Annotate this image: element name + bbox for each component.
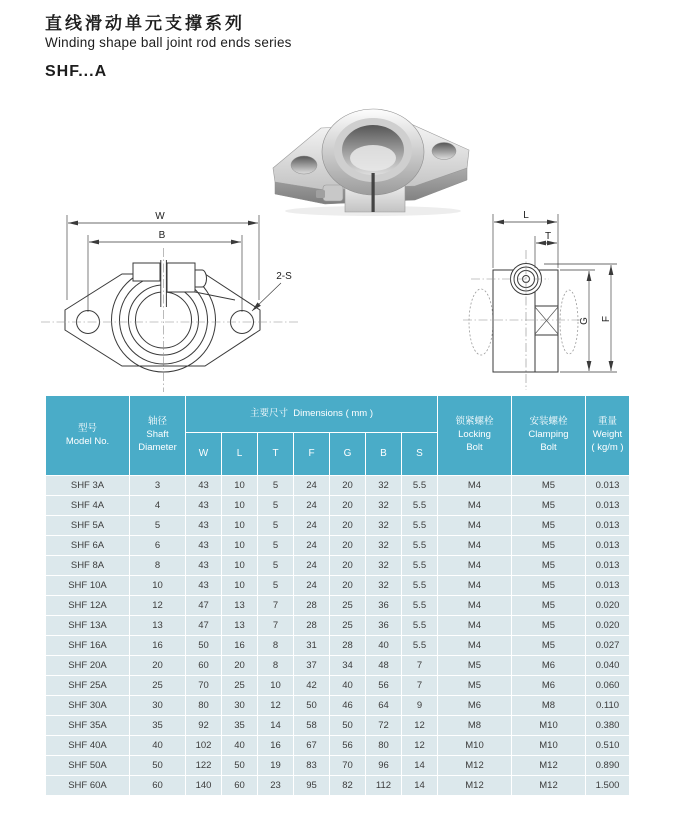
cell-l: 13: [222, 616, 257, 635]
col-header-dimensions-group: [186, 396, 437, 432]
cell-b: 32: [366, 536, 401, 555]
cell-model-no: SHF 50A: [46, 756, 129, 775]
cell-model-no: SHF 35A: [46, 716, 129, 735]
shaft-label-en2: Diameter: [138, 441, 177, 453]
clamp-screw-head: [195, 270, 207, 287]
cell-weight: 0.020: [586, 616, 629, 635]
cell-locking-bolt: M4: [438, 536, 511, 555]
table-row: [46, 556, 629, 575]
cell-weight: 0.040: [586, 656, 629, 675]
cell-f: 24: [294, 556, 329, 575]
cell-clamping-bolt: M5: [512, 476, 585, 495]
cell-locking-bolt: M4: [438, 476, 511, 495]
cell-s: 5.5: [402, 576, 437, 595]
cell-locking-bolt: M4: [438, 556, 511, 575]
cell-w: 50: [186, 636, 221, 655]
dims-label-en: Dimensions ( mm ): [293, 407, 373, 419]
cell-model-no: SHF 13A: [46, 616, 129, 635]
table-row: [46, 596, 629, 615]
title-english: Winding shape ball joint rod ends series: [45, 35, 292, 51]
cell-t: 5: [258, 576, 293, 595]
cell-w: 70: [186, 676, 221, 695]
cell-t: 23: [258, 776, 293, 795]
cell-clamping-bolt: M6: [512, 656, 585, 675]
cell-g: 20: [330, 516, 365, 535]
cell-weight: 0.013: [586, 556, 629, 575]
cell-locking-bolt: M6: [438, 696, 511, 715]
cell-t: 7: [258, 616, 293, 635]
cell-w: 43: [186, 516, 221, 535]
cell-t: 5: [258, 496, 293, 515]
table-row: [46, 656, 629, 675]
dim-label-b: B: [158, 230, 166, 241]
cell-b: 64: [366, 696, 401, 715]
hole-leader-line: [252, 283, 281, 311]
front-view-svg: [38, 200, 303, 395]
cell-s: 12: [402, 736, 437, 755]
cell-weight: 0.013: [586, 516, 629, 535]
cell-s: 12: [402, 716, 437, 735]
cell-shaft-diameter: 50: [130, 756, 185, 775]
cell-s: 14: [402, 776, 437, 795]
cell-b: 96: [366, 756, 401, 775]
cell-shaft-diameter: 40: [130, 736, 185, 755]
shaft-label-zh: 轴径: [147, 416, 167, 428]
cell-locking-bolt: M5: [438, 676, 511, 695]
cell-clamping-bolt: M5: [512, 576, 585, 595]
cell-t: 19: [258, 756, 293, 775]
cell-clamping-bolt: M10: [512, 736, 585, 755]
cell-b: 40: [366, 636, 401, 655]
cell-s: 5.5: [402, 536, 437, 555]
cell-locking-bolt: M4: [438, 596, 511, 615]
cell-s: 7: [402, 656, 437, 675]
cell-clamping-bolt: M5: [512, 636, 585, 655]
table-row: [46, 636, 629, 655]
cell-weight: 0.510: [586, 736, 629, 755]
cell-model-no: SHF 10A: [46, 576, 129, 595]
cell-shaft-diameter: 12: [130, 596, 185, 615]
cell-clamping-bolt: M10: [512, 716, 585, 735]
cell-l: 10: [222, 556, 257, 575]
spec-table-body: [46, 476, 629, 795]
cell-shaft-diameter: 5: [130, 516, 185, 535]
cell-t: 8: [258, 656, 293, 675]
cell-f: 24: [294, 536, 329, 555]
cell-locking-bolt: M4: [438, 496, 511, 515]
col-header-w: W: [186, 433, 221, 475]
cell-f: 67: [294, 736, 329, 755]
cell-f: 58: [294, 716, 329, 735]
cell-g: 20: [330, 556, 365, 575]
col-header-t: T: [258, 433, 293, 475]
mount-hole-left: [291, 156, 317, 174]
cell-model-no: SHF 16A: [46, 636, 129, 655]
table-row: [46, 756, 629, 775]
cell-f: 37: [294, 656, 329, 675]
cell-locking-bolt: M4: [438, 516, 511, 535]
cell-l: 50: [222, 756, 257, 775]
cell-b: 80: [366, 736, 401, 755]
cell-weight: 0.060: [586, 676, 629, 695]
cell-f: 24: [294, 476, 329, 495]
cell-clamping-bolt: M8: [512, 696, 585, 715]
side-view-svg: [455, 198, 655, 398]
cell-clamping-bolt: M5: [512, 556, 585, 575]
col-header-b: B: [366, 433, 401, 475]
cell-l: 10: [222, 536, 257, 555]
cell-b: 36: [366, 596, 401, 615]
cell-l: 13: [222, 596, 257, 615]
cell-g: 40: [330, 676, 365, 695]
cell-w: 80: [186, 696, 221, 715]
cell-shaft-diameter: 60: [130, 776, 185, 795]
table-row: [46, 536, 629, 555]
cell-g: 56: [330, 736, 365, 755]
cell-s: 5.5: [402, 496, 437, 515]
cell-model-no: SHF 5A: [46, 516, 129, 535]
cell-w: 47: [186, 596, 221, 615]
cell-l: 35: [222, 716, 257, 735]
cell-g: 70: [330, 756, 365, 775]
cell-s: 14: [402, 756, 437, 775]
cell-w: 92: [186, 716, 221, 735]
screw-boss: [323, 185, 343, 201]
cell-b: 32: [366, 576, 401, 595]
hidden-flange-right: [560, 290, 578, 354]
table-row: [46, 696, 629, 715]
col-header-s: S: [402, 433, 437, 475]
side-view-drawing: [455, 198, 655, 403]
cell-model-no: SHF 25A: [46, 676, 129, 695]
cell-clamping-bolt: M5: [512, 596, 585, 615]
cell-t: 10: [258, 676, 293, 695]
cell-g: 50: [330, 716, 365, 735]
cell-locking-bolt: M12: [438, 776, 511, 795]
cell-shaft-diameter: 4: [130, 496, 185, 515]
cell-l: 60: [222, 776, 257, 795]
shaft-label-en1: Shaft: [146, 429, 169, 441]
cell-shaft-diameter: 10: [130, 576, 185, 595]
cell-b: 32: [366, 556, 401, 575]
cell-b: 32: [366, 516, 401, 535]
cell-model-no: SHF 60A: [46, 776, 129, 795]
cell-w: 43: [186, 496, 221, 515]
cell-g: 20: [330, 576, 365, 595]
cell-f: 24: [294, 496, 329, 515]
locking-label-zh: 锁紧螺栓: [455, 416, 494, 428]
cell-weight: 0.020: [586, 596, 629, 615]
cell-s: 5.5: [402, 636, 437, 655]
cell-weight: 0.013: [586, 576, 629, 595]
cell-model-no: SHF 3A: [46, 476, 129, 495]
cell-weight: 0.890: [586, 756, 629, 775]
cell-t: 5: [258, 556, 293, 575]
cell-s: 5.5: [402, 616, 437, 635]
cell-l: 30: [222, 696, 257, 715]
weight-label-en: Weight: [592, 429, 623, 441]
col-header-model: [46, 396, 129, 475]
cell-w: 122: [186, 756, 221, 775]
col-header-f: F: [294, 433, 329, 475]
cell-clamping-bolt: M6: [512, 676, 585, 695]
cell-g: 25: [330, 616, 365, 635]
col-header-clamping-bolt: [512, 396, 585, 475]
dim-label-g: G: [579, 317, 590, 325]
mount-hole-right: [432, 143, 456, 160]
locking-label-en2: Bolt: [466, 441, 483, 453]
locking-label-en1: Locking: [458, 429, 491, 441]
cell-t: 12: [258, 696, 293, 715]
cell-f: 31: [294, 636, 329, 655]
table-row: [46, 736, 629, 755]
table-row: [46, 776, 629, 795]
cell-weight: 1.500: [586, 776, 629, 795]
cell-b: 36: [366, 616, 401, 635]
cell-locking-bolt: M4: [438, 636, 511, 655]
hole-label: 2-S: [276, 271, 292, 282]
cell-model-no: SHF 8A: [46, 556, 129, 575]
cell-l: 10: [222, 516, 257, 535]
cell-clamping-bolt: M5: [512, 616, 585, 635]
table-row: [46, 676, 629, 695]
cell-t: 5: [258, 476, 293, 495]
cell-s: 5.5: [402, 476, 437, 495]
col-header-l: L: [222, 433, 257, 475]
cell-t: 5: [258, 536, 293, 555]
cell-locking-bolt: M4: [438, 576, 511, 595]
cell-w: 43: [186, 476, 221, 495]
cell-weight: 0.380: [586, 716, 629, 735]
cell-b: 48: [366, 656, 401, 675]
dims-label-zh: 主要尺寸: [250, 407, 289, 419]
bore-highlight: [350, 145, 396, 171]
cell-l: 40: [222, 736, 257, 755]
cell-f: 28: [294, 616, 329, 635]
cell-locking-bolt: M5: [438, 656, 511, 675]
dim-label-t: T: [544, 231, 552, 242]
cell-g: 20: [330, 496, 365, 515]
cell-l: 16: [222, 636, 257, 655]
weight-label-unit: ( kg/m ): [591, 441, 624, 453]
cell-g: 34: [330, 656, 365, 675]
col-header-shaft-diameter: [130, 396, 185, 475]
cell-shaft-diameter: 20: [130, 656, 185, 675]
series-code: SHF...A: [45, 62, 108, 80]
cell-t: 14: [258, 716, 293, 735]
cell-w: 43: [186, 556, 221, 575]
cell-f: 28: [294, 596, 329, 615]
cell-clamping-bolt: M5: [512, 496, 585, 515]
cell-w: 102: [186, 736, 221, 755]
cell-shaft-diameter: 13: [130, 616, 185, 635]
cell-g: 25: [330, 596, 365, 615]
cell-g: 20: [330, 476, 365, 495]
cell-b: 56: [366, 676, 401, 695]
cell-s: 5.5: [402, 516, 437, 535]
table-row: [46, 516, 629, 535]
cell-model-no: SHF 40A: [46, 736, 129, 755]
cell-weight: 0.013: [586, 536, 629, 555]
cell-weight: 0.027: [586, 636, 629, 655]
table-row: [46, 476, 629, 495]
spec-table: [45, 395, 630, 796]
hidden-flange-left: [469, 289, 493, 355]
model-label-en: Model No.: [65, 435, 110, 447]
dim-label-l: L: [523, 210, 529, 221]
cell-s: 7: [402, 676, 437, 695]
cell-locking-bolt: M12: [438, 756, 511, 775]
product-photo-svg: [263, 88, 475, 218]
cell-locking-bolt: M10: [438, 736, 511, 755]
cell-shaft-diameter: 35: [130, 716, 185, 735]
col-header-g: G: [330, 433, 365, 475]
cell-l: 20: [222, 656, 257, 675]
cell-f: 50: [294, 696, 329, 715]
screw-head-side: [316, 190, 325, 198]
title-chinese: 直线滑动单元支撑系列: [45, 14, 245, 33]
cell-g: 82: [330, 776, 365, 795]
cell-g: 46: [330, 696, 365, 715]
cell-model-no: SHF 4A: [46, 496, 129, 515]
cell-f: 24: [294, 516, 329, 535]
cell-weight: 0.013: [586, 476, 629, 495]
col-header-weight: [586, 396, 629, 475]
cell-model-no: SHF 6A: [46, 536, 129, 555]
cell-b: 32: [366, 476, 401, 495]
dim-label-f: F: [601, 315, 612, 323]
cell-shaft-diameter: 8: [130, 556, 185, 575]
cell-weight: 0.110: [586, 696, 629, 715]
cell-locking-bolt: M8: [438, 716, 511, 735]
table-row: [46, 716, 629, 735]
weight-label-zh: 重量: [597, 416, 617, 428]
cell-w: 60: [186, 656, 221, 675]
cell-model-no: SHF 20A: [46, 656, 129, 675]
clamping-label-en1: Clamping: [528, 429, 569, 441]
cell-t: 7: [258, 596, 293, 615]
cell-f: 83: [294, 756, 329, 775]
cell-t: 16: [258, 736, 293, 755]
cell-f: 95: [294, 776, 329, 795]
cell-w: 140: [186, 776, 221, 795]
cell-shaft-diameter: 30: [130, 696, 185, 715]
cell-clamping-bolt: M5: [512, 516, 585, 535]
cell-clamping-bolt: M12: [512, 776, 585, 795]
cell-l: 10: [222, 496, 257, 515]
dim-label-w: W: [155, 211, 165, 222]
cell-locking-bolt: M4: [438, 616, 511, 635]
cell-t: 8: [258, 636, 293, 655]
clamp-slit: [372, 173, 375, 212]
cell-t: 5: [258, 516, 293, 535]
lug-edge-line: [195, 292, 235, 300]
cell-clamping-bolt: M12: [512, 756, 585, 775]
cell-shaft-diameter: 16: [130, 636, 185, 655]
cell-b: 112: [366, 776, 401, 795]
cell-w: 47: [186, 616, 221, 635]
cell-shaft-diameter: 3: [130, 476, 185, 495]
cell-l: 10: [222, 476, 257, 495]
cell-model-no: SHF 12A: [46, 596, 129, 615]
cell-s: 9: [402, 696, 437, 715]
clamp-lug-right: [167, 263, 195, 292]
cell-shaft-diameter: 6: [130, 536, 185, 555]
cell-l: 25: [222, 676, 257, 695]
cell-b: 72: [366, 716, 401, 735]
table-row: [46, 616, 629, 635]
cell-f: 42: [294, 676, 329, 695]
cell-l: 10: [222, 576, 257, 595]
clamp-lug-left: [133, 263, 160, 281]
front-view-drawing: [38, 200, 303, 400]
page-header: [45, 14, 292, 81]
cell-clamping-bolt: M5: [512, 536, 585, 555]
cell-s: 5.5: [402, 596, 437, 615]
cell-weight: 0.013: [586, 496, 629, 515]
table-row: [46, 576, 629, 595]
cell-model-no: SHF 30A: [46, 696, 129, 715]
clamping-label-zh: 安装螺栓: [529, 416, 568, 428]
cell-w: 43: [186, 536, 221, 555]
col-header-locking-bolt: [438, 396, 511, 475]
clamping-label-en2: Bolt: [540, 441, 557, 453]
cell-g: 20: [330, 536, 365, 555]
cell-s: 5.5: [402, 556, 437, 575]
cell-shaft-diameter: 25: [130, 676, 185, 695]
cell-w: 43: [186, 576, 221, 595]
cell-b: 32: [366, 496, 401, 515]
cell-f: 24: [294, 576, 329, 595]
table-row: [46, 496, 629, 515]
model-label-zh: 型号: [77, 422, 97, 434]
cell-g: 28: [330, 636, 365, 655]
